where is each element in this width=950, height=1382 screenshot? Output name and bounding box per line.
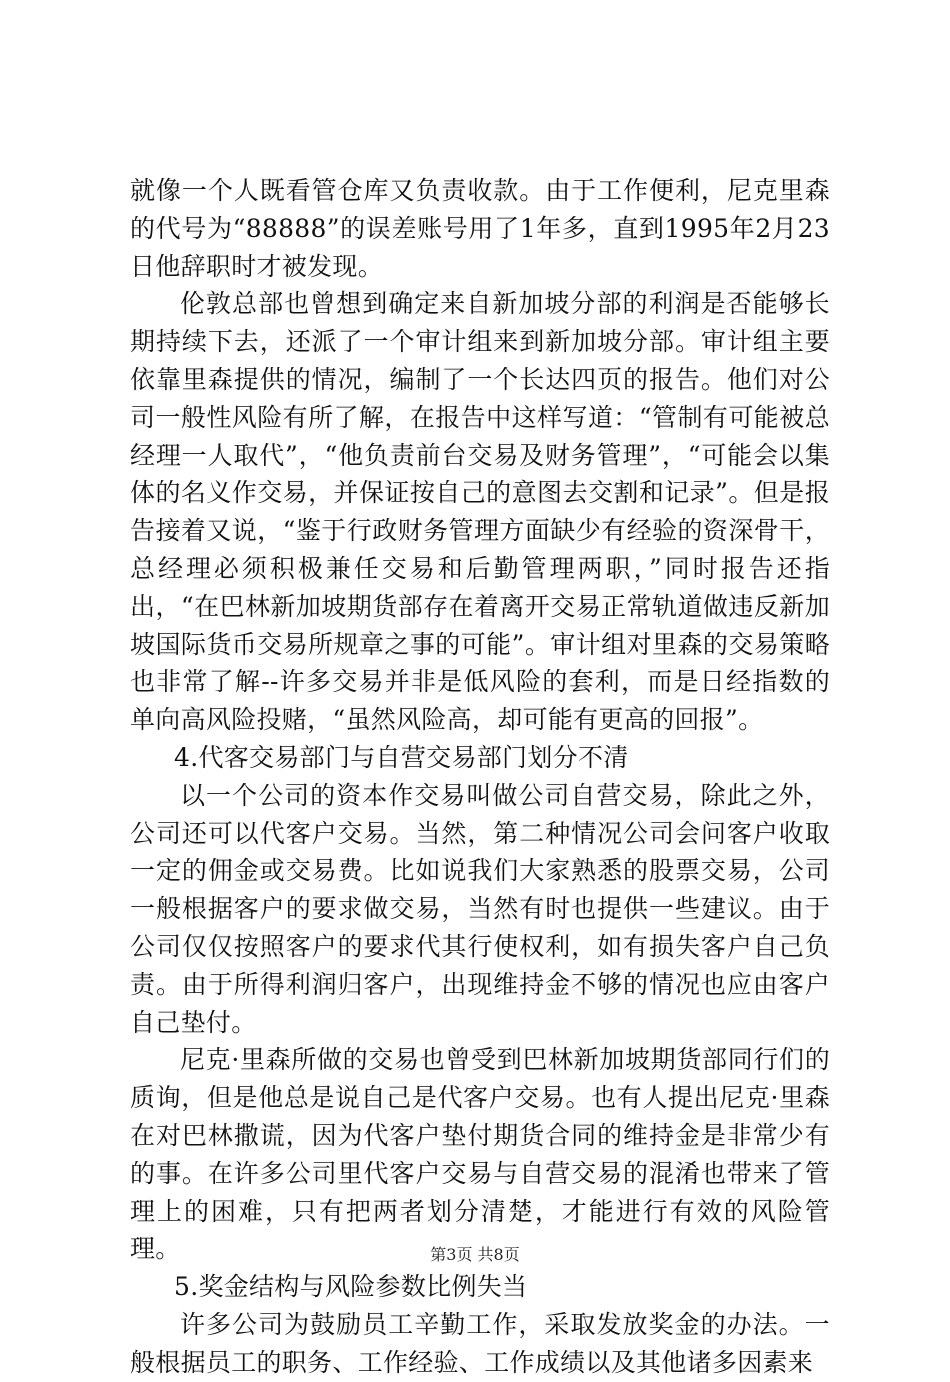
section-heading-5: 5.奖金结构与风险参数比例失当 bbox=[174, 1272, 528, 1302]
page-number-footer: 第3页 共8页 bbox=[430, 1245, 520, 1264]
paragraph-leeson-clients: 尼克·里森所做的交易也曾受到巴林新加坡期货部同行们的质询，但是他总是说自己是代客户交易。也有人提出尼克·里森在对巴林撒谎，因为代客户垫付期货合同的维持金是非常少有的事。在许多公司里代客户交易与自营交易的混淆也带来了管理上的困难，只有把两者划分清楚，才能进行有效的风险管理。 bbox=[130, 1045, 830, 1264]
paragraph-audit: 伦敦总部也曾想到确定来自新加坡分部的利润是否能够长期持续下去，还派了一个审计组来到新加坡分部。审计组主要依靠里森提供的情况，编制了一个长达四页的报告。他们对公司一般性风险有所了解，在报告中这样写道：“管制有可能被总经理一人取代”，“他负责前台交易及财务管理”，“可能会以集体的名义作交易，并保证按自己的意图去交割和记录”。但是报告接着又说，“鉴于行政财务管理方面缺少有经验的资深骨干，总经理必须积极兼任交易和后勤管理两职，”同时报告还指出，“在巴林新加坡期货部存在着离开交易正常轨道做违反新加坡国际货币交易所规章之事的可能”。审计组对里森的交易策略也非常了解--许多交易并非是低风险的套利，而是日经指数的单向高风险投赌，“虽然风险高，却可能有更高的回报”。 bbox=[130, 289, 830, 735]
document-body bbox=[130, 172, 830, 1382]
section-heading-4: 4.代客交易部门与自营交易部门划分不清 bbox=[174, 742, 629, 772]
paragraph-continuation: 就像一个人既看管仓库又负责收款。由于工作便利，尼克里森的代号为“88888”的误差账号用了1年多，直到1995年2月23日他辞职时才被发现。 bbox=[130, 176, 830, 281]
paragraph-proprietary-trading: 以一个公司的资本作交易叫做公司自营交易，除此之外，公司还可以代客户交易。当然，第二种情况公司会问客户收取一定的佣金或交易费。比如说我们大家熟悉的股票交易，公司一般根据客户的要求做交易，当然有时也提供一些建议。由于公司仅仅按照客户的要求代其行使权利，如有损失客户自己负责。由于所得利润归客户，出现维持金不够的情况也应由客户自己垫付。 bbox=[130, 780, 830, 1037]
paragraph-bonus: 许多公司为鼓励员工辛勤工作，采取发放奖金的办法。一般根据员工的职务、工作经验、工作成绩以及其他诸多因素来 bbox=[130, 1309, 830, 1377]
